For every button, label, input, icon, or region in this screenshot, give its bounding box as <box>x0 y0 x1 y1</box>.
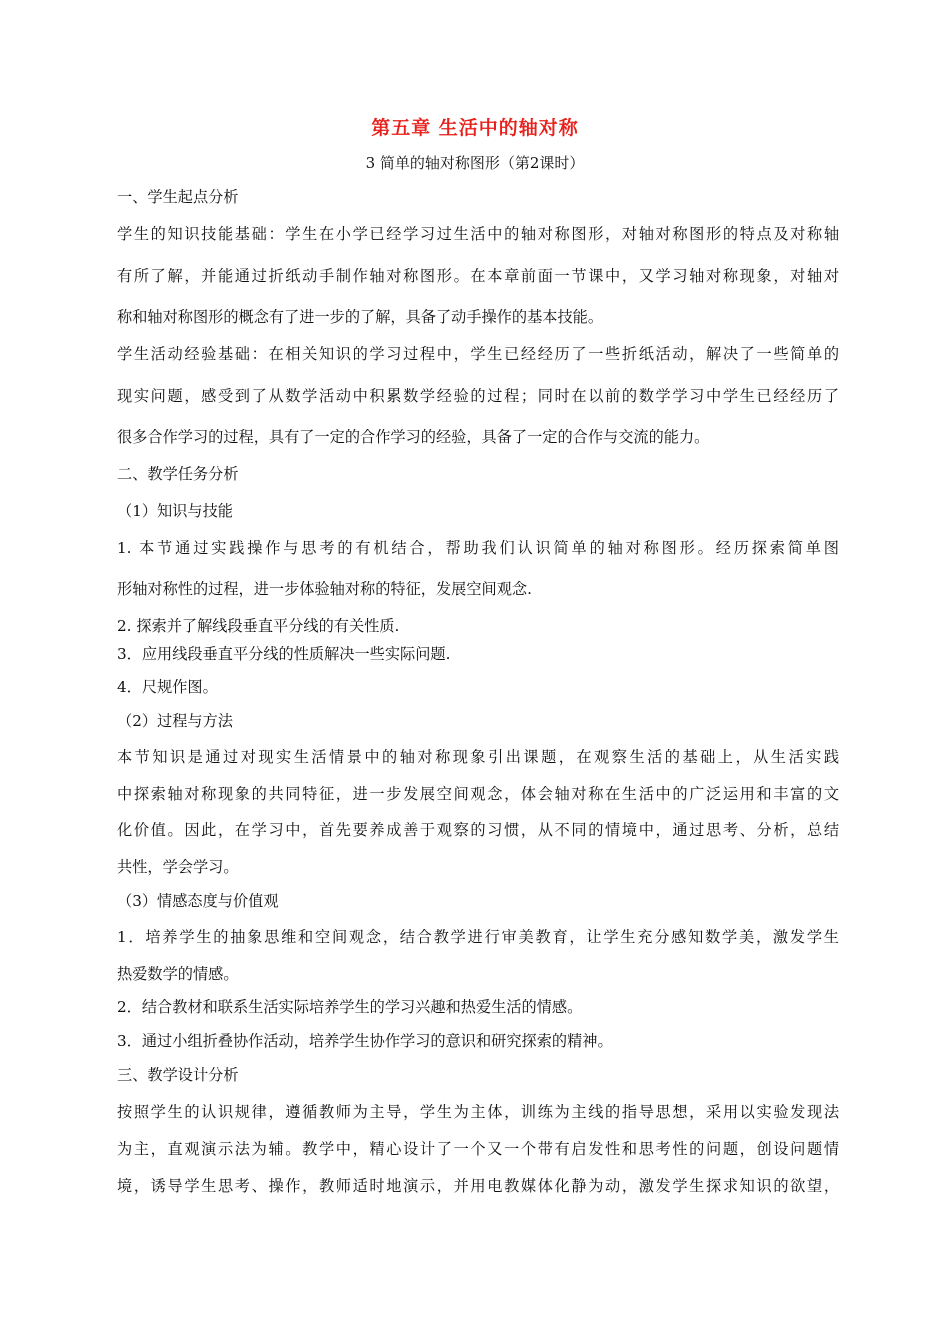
paragraph-line: 现实问题，感受到了从数学活动中积累数学经验的过程；同时在以前的数学学习中学生已经经历了 <box>117 387 839 405</box>
paragraph-line: 本节知识是通过对现实生活情景中的轴对称现象引出课题，在观察生活的基础上，从生活实践 <box>117 748 839 766</box>
paragraph-line: 共性，学会学习。 <box>117 858 239 876</box>
paragraph-line: 很多合作学习的过程，具有了一定的合作学习的经验，具备了一定的合作与交流的能力。 <box>117 428 710 446</box>
chapter-title: 第五章 生活中的轴对称 <box>371 117 579 139</box>
paragraph-line: 境，诱导学生思考、操作，教师适时地演示，并用电教媒体化静为动，激发学生探求知识的欲望， <box>117 1177 839 1195</box>
paragraph-line: 学生的知识技能基础：学生在小学已经学习过生活中的轴对称图形，对轴对称图形的特点及对称轴 <box>117 225 839 243</box>
list-item: 2．结合教材和联系生活实际培养学生的学习兴趣和热爱生活的情感。 <box>117 998 583 1016</box>
paragraph-line: 中探索轴对称现象的共同特征，进一步发展空间观念，体会轴对称在生活中的广泛运用和丰富的文 <box>117 785 839 803</box>
subsection-heading: （3）情感态度与价值观 <box>117 892 279 910</box>
section-heading: 三、教学设计分析 <box>117 1066 239 1084</box>
list-item: 热爱数学的情感。 <box>117 965 239 983</box>
paragraph-line: 为主，直观演示法为辅。教学中，精心设计了一个又一个带有启发性和思考性的问题，创设问题情 <box>117 1140 839 1158</box>
list-item: 4．尺规作图。 <box>117 678 218 696</box>
paragraph-line: 学生活动经验基础：在相关知识的学习过程中，学生已经经历了一些折纸活动，解决了一些简单的 <box>117 345 839 363</box>
list-item: 3．应用线段垂直平分线的性质解决一些实际问题. <box>117 645 451 663</box>
list-item: 1. 本节通过实践操作与思考的有机结合，帮助我们认识简单的轴对称图形。经历探索简单图 <box>117 539 839 557</box>
list-item: 1．培养学生的抽象思维和空间观念，结合教学进行审美教育，让学生充分感知数学美，激发学生 <box>117 928 839 946</box>
section-heading: 一、学生起点分析 <box>117 188 239 206</box>
subsection-heading: （1）知识与技能 <box>117 502 233 520</box>
list-item: 形轴对称性的过程，进一步体验轴对称的特征，发展空间观念. <box>117 580 532 598</box>
list-item: 3．通过小组折叠协作活动，培养学生协作学习的意识和研究探索的精神。 <box>117 1032 613 1050</box>
paragraph-line: 有所了解，并能通过折纸动手制作轴对称图形。在本章前面一节课中，又学习轴对称现象，对轴对 <box>117 267 839 285</box>
paragraph-line: 称和轴对称图形的概念有了进一步的了解，具备了动手操作的基本技能。 <box>117 308 603 326</box>
paragraph-line: 按照学生的认识规律，遵循教师为主导，学生为主体，训练为主线的指导思想，采用以实验发现法 <box>117 1103 839 1121</box>
section-heading: 二、教学任务分析 <box>117 465 239 483</box>
paragraph-line: 化价值。因此，在学习中，首先要养成善于观察的习惯，从不同的情境中，通过思考、分析，总结 <box>117 821 839 839</box>
subsection-heading: （2）过程与方法 <box>117 712 233 730</box>
lesson-subtitle: 3 简单的轴对称图形（第2课时） <box>365 154 585 172</box>
list-item: 2. 探索并了解线段垂直平分线的有关性质. <box>117 617 400 635</box>
